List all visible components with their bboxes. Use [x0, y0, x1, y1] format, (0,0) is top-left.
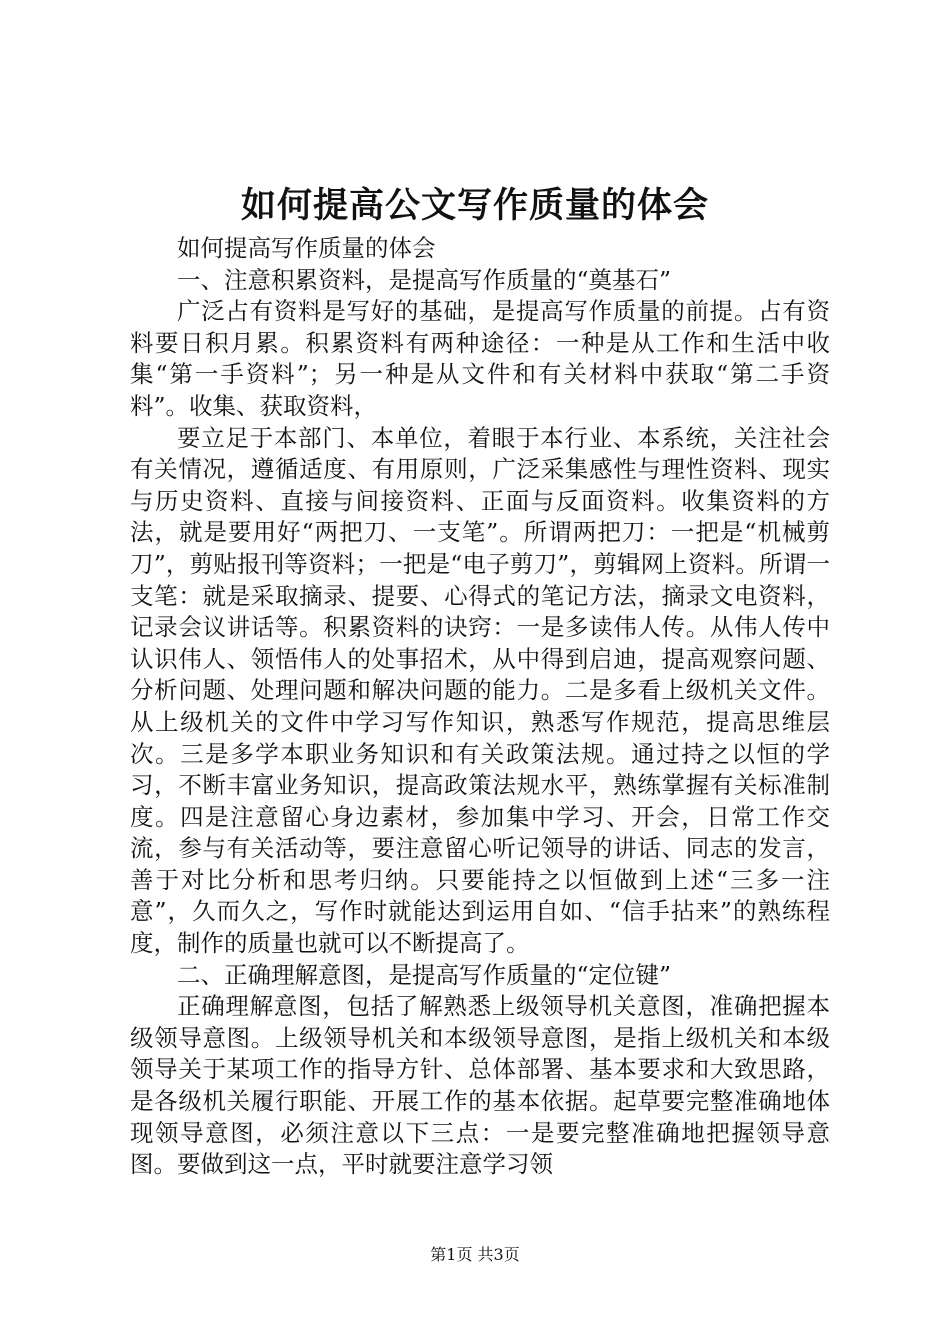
- document-title: 如何提高公文写作质量的体会: [240, 185, 709, 226]
- document-body: [130, 233, 830, 1181]
- paragraph: 广泛占有资料是写好的基础，是提高写作质量的前提。占有资料要日积月累。积累资料有两种途径：一种是从工作和生活中收集“第一手资料”；另一种是从文件和有关材料中获取“第二手资料”。收集、获取资料，: [130, 297, 830, 420]
- paragraph: 要立足于本部门、本单位，着眼于本行业、本系统，关注社会有关情况，遵循适度、有用原则，广泛采集感性与理性资料、现实与历史资料、直接与间接资料、正面与反面资料。收集资料的方法，就是要用好“两把刀、一支笔”。所谓两把刀：一把是“机械剪刀”，剪贴报刊等资料；一把是“电子剪刀”，剪辑网上资料。所谓一支笔：就是采取摘录、提要、心得式的笔记方法，摘录文电资料，记录会议讲话等。积累资料的诀窍：一是多读伟人传。从伟人传中认识伟人、领悟伟人的处事招术，从中得到启迪，提高观察问题、分析问题、处理问题和解决问题的能力。二是多看上级机关文件。从上级机关的文件中学习写作知识，熟悉写作规范，提高思维层次。三是多学本职业务知识和有关政策法规。通过持之以恒的学习，不断丰富业务知识，提高政策法规水平，熟练掌握有关标准制度。四是注意留心身边素材，参加集中学习、开会，日常工作交流，参与有关活动等，要注意留心听记领导的讲话、同志的发言，善于对比分析和思考归纳。只要能持之以恒做到上述“三多一注意”，久而久之，写作时就能达到运用自如、“信手拈来”的熟练程度，制作的质量也就可以不断提高了。: [130, 423, 830, 958]
- section-heading-2: 二、正确理解意图，是提高写作质量的“定位键”: [177, 960, 672, 989]
- paragraph: 正确理解意图，包括了解熟悉上级领导机关意图，准确把握本级领导意图。上级领导机关和本级领导意图，是指上级机关和本级领导关于某项工作的指导方针、总体部署、基本要求和大致思路，是各级机关履行职能、开展工作的基本依据。起草要完整准确地体现领导意图，必须注意以下三点：一是要完整准确地把握领导意图。要做到这一点，平时就要注意学习领: [130, 992, 830, 1179]
- paragraph-subtitle: 如何提高写作质量的体会: [177, 234, 436, 262]
- section-heading-1: 一、注意积累资料，是提高写作质量的“奠基石”: [177, 265, 672, 294]
- page-footer: 第1页 共3页: [430, 1245, 520, 1264]
